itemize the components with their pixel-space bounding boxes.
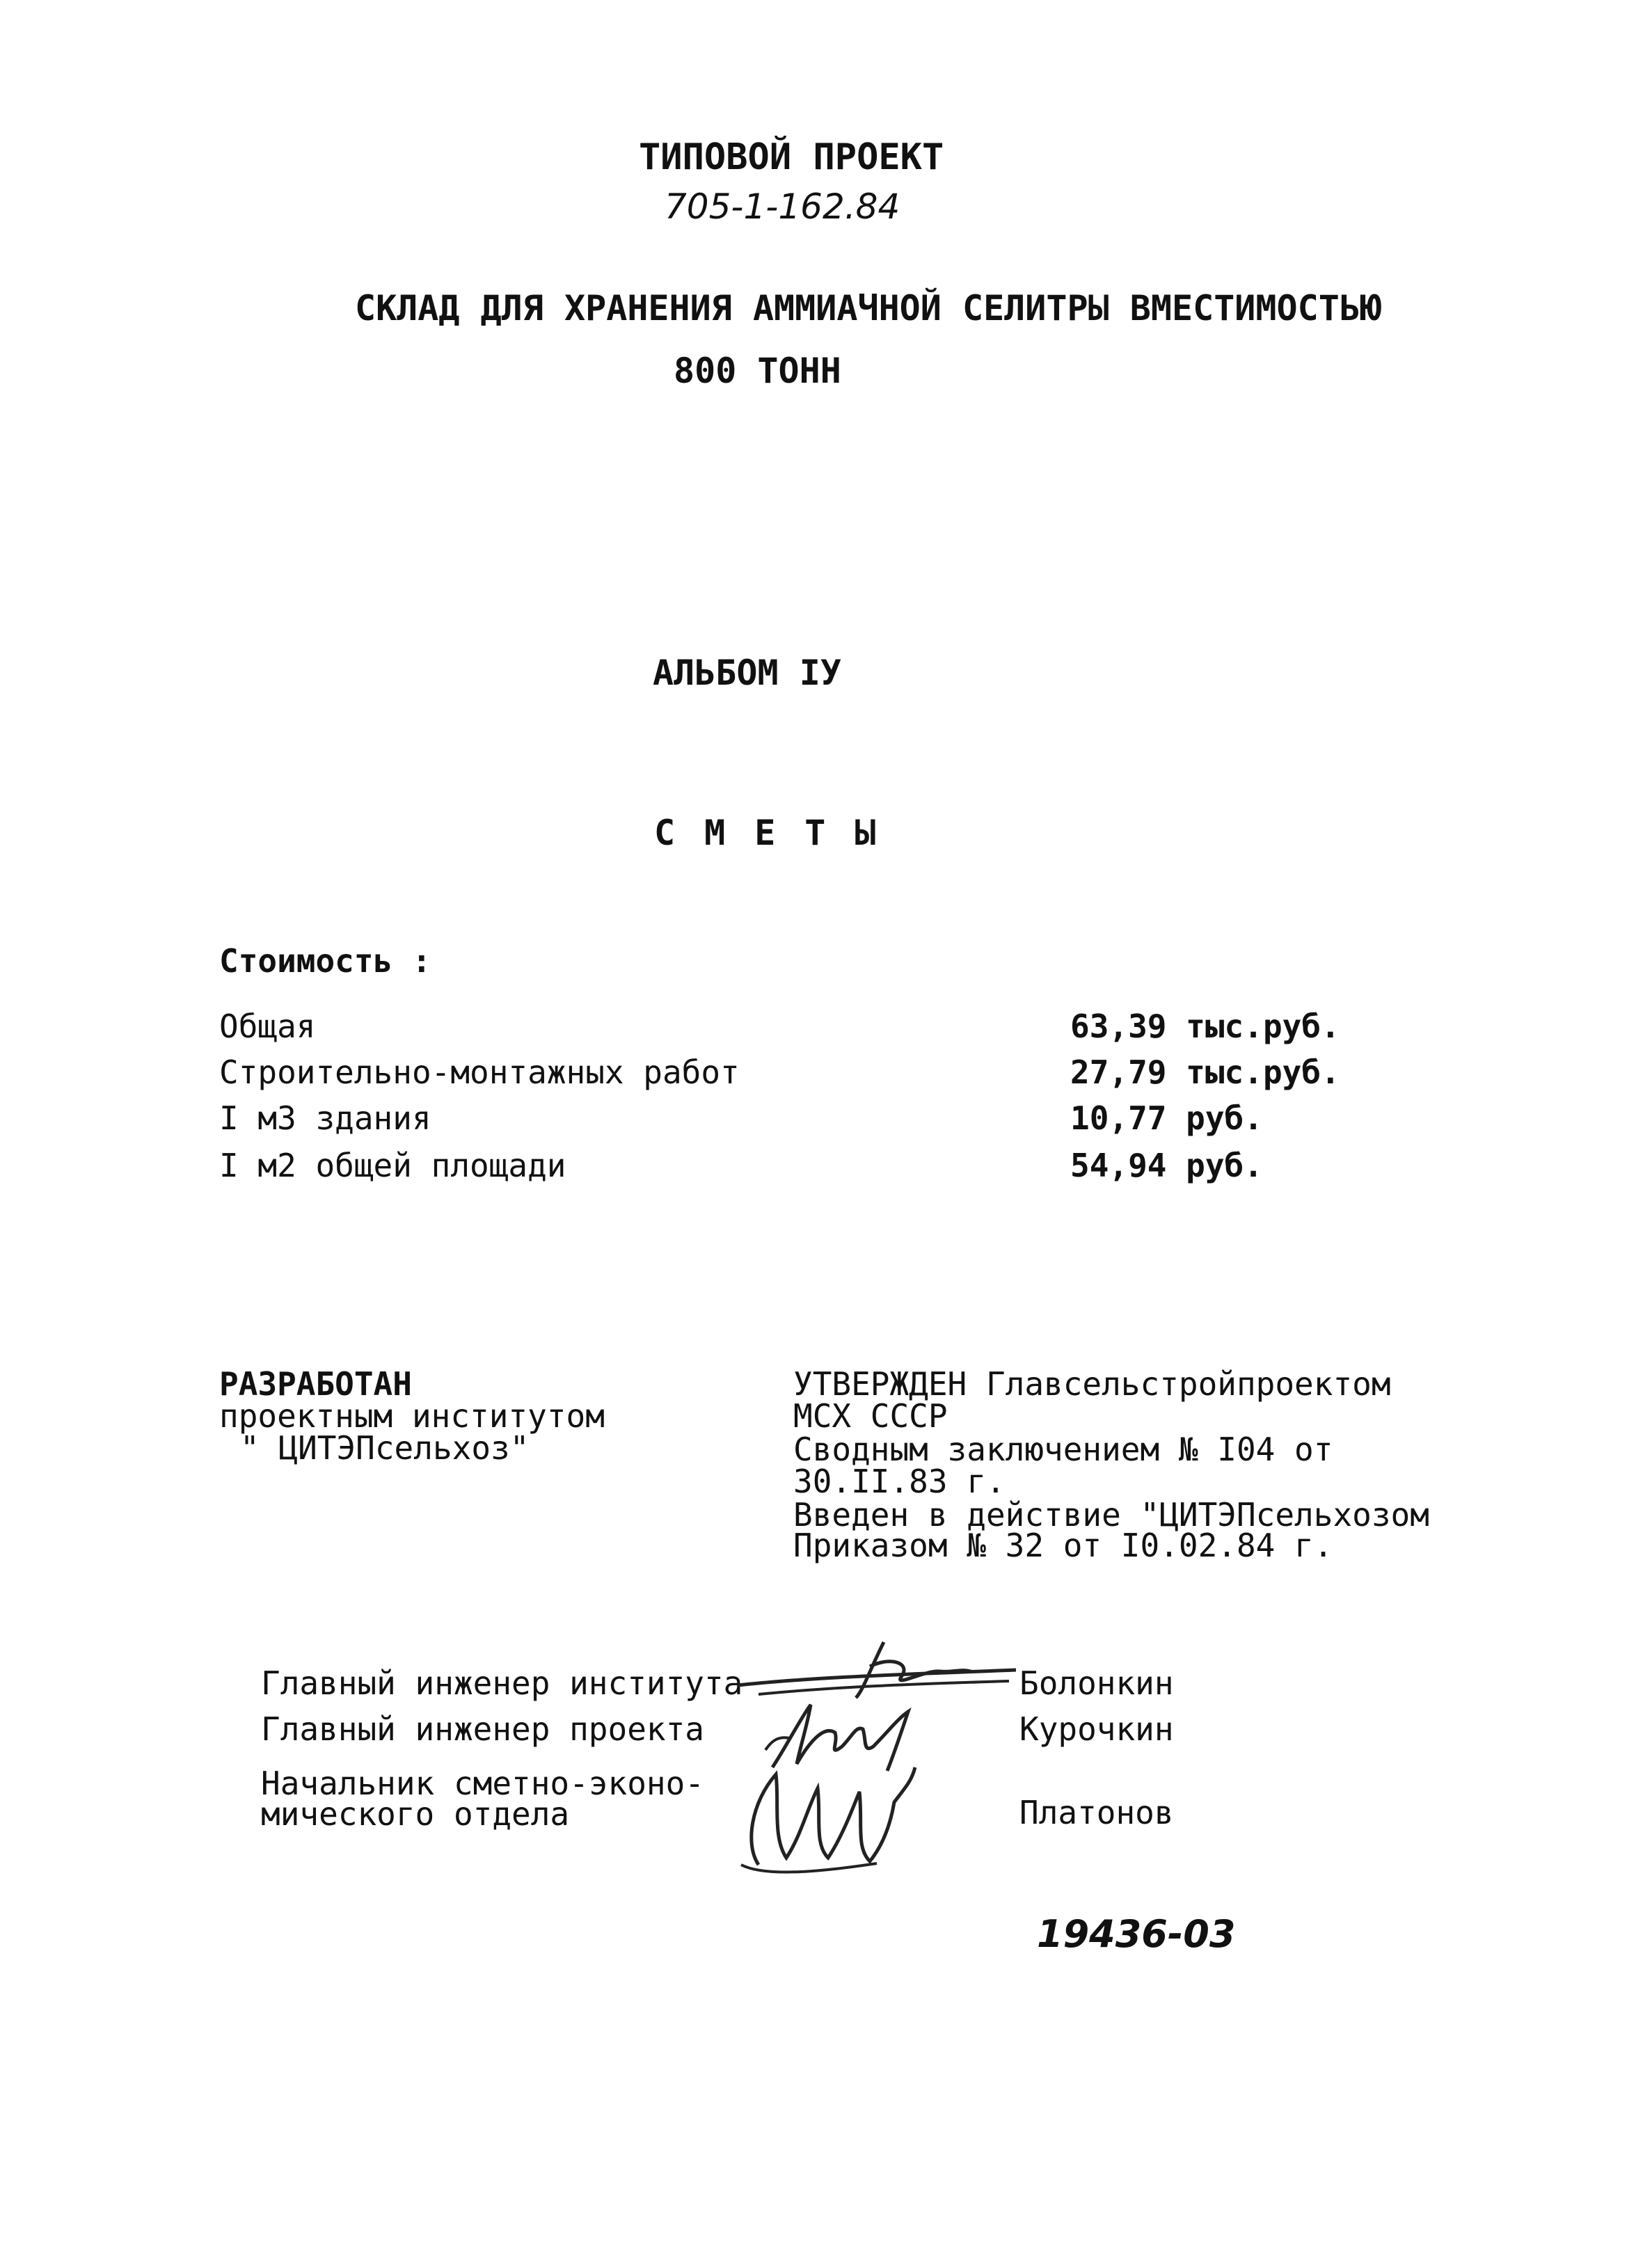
approved-line4: 30.II.83 г. (793, 1463, 1006, 1500)
archive-number: 19436-03 (1037, 1912, 1236, 1956)
signatory-name: Курочкин (1019, 1710, 1174, 1748)
approved-line1: УТВЕРЖДЕН Главсельстройпроектом (793, 1365, 1391, 1403)
cost-row-value: 54,94 руб. (1070, 1147, 1263, 1184)
signature-head-estimate-department (738, 1760, 932, 1879)
cost-row-value: 10,77 руб. (1070, 1099, 1263, 1137)
cost-row-value: 27,79 тыс.руб. (1070, 1053, 1340, 1091)
signatory-position: Главный инженер института (261, 1664, 743, 1702)
project-number: 705-1-162.84 (665, 186, 900, 227)
signatory-position: мического отдела (261, 1795, 570, 1833)
approved-line2: МСХ СССР (793, 1397, 948, 1435)
cost-row-value: 63,39 тыс.руб. (1070, 1008, 1340, 1045)
album-label: АЛЬБОМ IУ (653, 653, 841, 693)
signatory-position: Начальник сметно-эконо- (261, 1765, 704, 1802)
signatory-name: Платонов (1019, 1794, 1174, 1831)
signatory-position: Главный инженер проекта (261, 1710, 704, 1748)
developed-label: РАЗРАБОТАН (219, 1365, 412, 1403)
developed-institute-name: " ЦИТЭПсельхоз" (240, 1429, 530, 1467)
project-title-line2: 800 ТОНН (674, 351, 841, 391)
cost-heading: Стоимость : (219, 942, 431, 980)
section-title: СМЕТЫ (654, 813, 905, 853)
cost-row-label: Общая (219, 1008, 316, 1045)
signatory-name: Болонкин (1019, 1664, 1174, 1702)
project-type-label: ТИПОВОЙ ПРОЕКТ (639, 136, 944, 178)
signature-chief-engineer-institute (731, 1628, 1023, 1705)
cost-row-label: I м3 здания (219, 1099, 431, 1137)
developed-institute-line: проектным институтом (219, 1397, 605, 1435)
cost-row-label: I м2 общей площади (219, 1147, 566, 1184)
approved-line6: Приказом № 32 от I0.02.84 г. (793, 1527, 1333, 1564)
approved-line5: Введен в действие "ЦИТЭПсельхозом (793, 1496, 1429, 1534)
project-title-line1: СКЛАД ДЛЯ ХРАНЕНИЯ АММИАЧНОЙ СЕЛИТРЫ ВМЕСТИМОСТЬЮ (355, 288, 1382, 328)
approved-line3: Сводным заключением № I04 от (793, 1431, 1333, 1468)
cost-row-label: Строительно-монтажных работ (219, 1053, 740, 1091)
